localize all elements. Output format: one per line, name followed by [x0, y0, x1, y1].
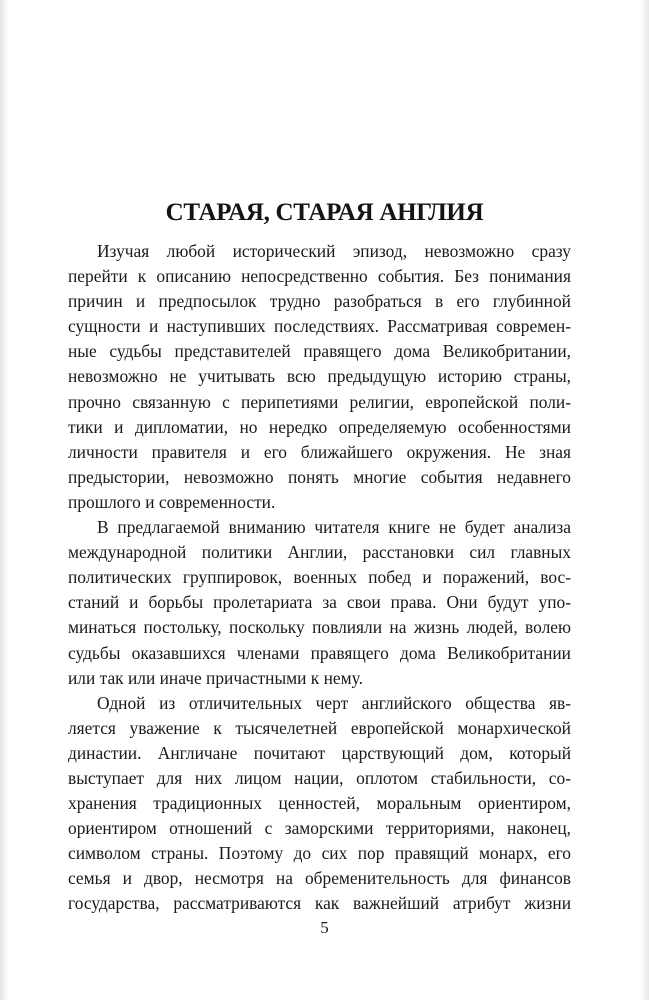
paragraph-2-line: минаться постольку, поскольку повлияли на жизнь людей, волею	[68, 617, 571, 638]
paragraph-1-line: перейти к описанию непосредственно события. Без понимания	[68, 266, 571, 287]
page-edge-left	[0, 0, 9, 1000]
paragraph-1-line: Изучая любой исторический эпизод, невозможно сразу	[97, 241, 571, 261]
page-number: 5	[320, 918, 329, 937]
paragraph-3-line: династии. Англичане почитают царствующий дом, который	[68, 742, 571, 763]
paragraph-1-line: причин и предпосылок трудно разобраться в его глубинной	[68, 291, 571, 312]
paragraph-3-line: Одной из отличительных черт английского общества яв-	[97, 692, 571, 713]
paragraph-1-line: предыстории, невозможно понять многие события недавнего	[68, 466, 571, 487]
paragraph-2-line: политических группировок, военных побед и поражений, вос-	[68, 567, 571, 588]
paragraph-1-line: прочно связанную с перипетиями религии, европейской поли-	[68, 391, 571, 412]
paragraph-2-line: или так или иначе причастными к нему.	[68, 667, 363, 688]
paragraph-3-line: хранения традиционных ценностей, моральным ориентиром,	[68, 793, 571, 814]
paragraph-3-line: ориентиром отношений с заморскими территориями, наконец,	[68, 818, 571, 839]
chapter-title: СТАРАЯ, СТАРАЯ АНГЛИЯ	[165, 199, 484, 226]
paragraph-2-line: станий и борьбы пролетариата за свои права. Они будут упо-	[68, 592, 571, 613]
paragraph-2-line: судьбы оказавшихся членами правящего дома Великобритании	[68, 642, 571, 663]
paragraph-3-line: ляется уважение к тысячелетней европейской монархической	[68, 717, 571, 738]
paragraph-1-line: прошлого и современности.	[68, 491, 276, 512]
paragraph-2-line: международной политики Англии, расстановки сил главных	[68, 542, 571, 563]
paragraph-2-line: В предлагаемой вниманию читателя книге не будет анализа	[97, 517, 571, 538]
page-edge-right	[640, 0, 649, 1000]
paragraph-1-line: тики и дипломатии, но нередко определяемую особенностями	[68, 416, 571, 437]
paragraph-1-line: сущности и наступивших последствиях. Рассматривая современ-	[68, 316, 571, 337]
paragraph-3-line: выступает для них лицом нации, оплотом стабильности, со-	[68, 767, 571, 788]
paragraph-1-line: личности правителя и его ближайшего окружения. Не зная	[68, 441, 571, 462]
paragraph-1-line: ные судьбы представителей правящего дома Великобритании,	[68, 341, 571, 362]
body-text	[68, 239, 571, 917]
paragraph-1-line: невозможно не учитывать всю предыдущую историю страны,	[68, 366, 571, 387]
paragraph-3-line: семья и двор, несмотря на обременительность для финансов	[68, 868, 571, 889]
paragraph-3-line: государства, рассматриваются как важнейший атрибут жизни	[68, 893, 571, 914]
paragraph-3-line: символом страны. Поэтому до сих пор правящий монарх, его	[68, 843, 571, 864]
